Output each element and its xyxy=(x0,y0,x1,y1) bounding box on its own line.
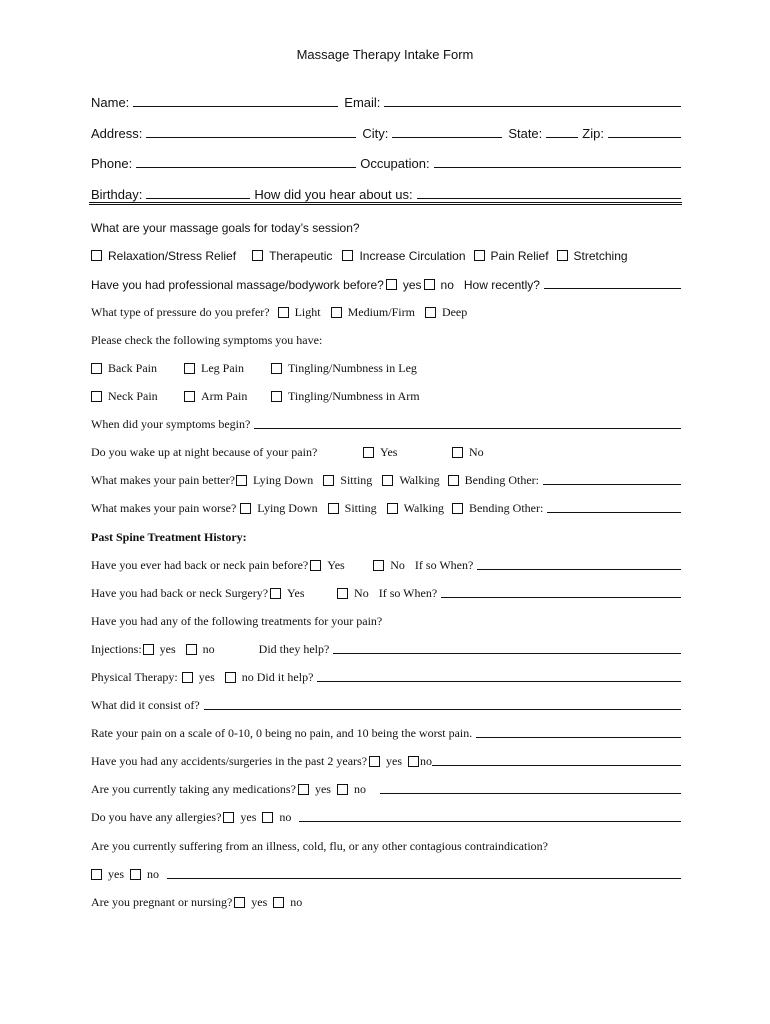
symptom-checkbox[interactable] xyxy=(271,363,282,374)
symptoms-row-2 xyxy=(91,386,681,404)
symptom-label: Back Pain xyxy=(108,361,157,375)
symptom-checkbox[interactable] xyxy=(271,391,282,402)
yes-label: yes xyxy=(386,754,403,768)
backpain-yes-checkbox[interactable] xyxy=(310,560,321,571)
no-label: no Did it help? xyxy=(241,670,314,684)
symptom-label: Neck Pain xyxy=(108,389,158,403)
allergies-field[interactable] xyxy=(299,820,681,822)
goal-label: Relaxation/Stress Relief xyxy=(108,249,237,263)
pt-help-field[interactable] xyxy=(317,680,681,682)
wake-question: Do you wake up at night because of your pain? xyxy=(91,445,318,459)
no-label: no xyxy=(147,867,159,881)
symptom-checkbox[interactable] xyxy=(184,363,195,374)
symptoms-begin-label: When did your symptoms begin? xyxy=(91,417,251,431)
surgery-no-checkbox[interactable] xyxy=(337,588,348,599)
no-label: no xyxy=(279,810,292,824)
yes-label: yes xyxy=(198,670,215,684)
email-label: Email: xyxy=(344,95,381,110)
meds-yes-checkbox[interactable] xyxy=(298,784,309,795)
meds-question: Are you currently taking any medications? xyxy=(91,782,296,796)
professional-row xyxy=(91,274,681,292)
goal-checkbox[interactable] xyxy=(252,250,263,261)
professional-no-checkbox[interactable] xyxy=(424,279,435,290)
better-checkbox[interactable] xyxy=(236,475,247,486)
birthday-label: Birthday: xyxy=(91,187,143,202)
meds-field[interactable] xyxy=(380,792,681,794)
surgery-row xyxy=(91,583,681,601)
yes-label: Yes xyxy=(380,445,398,459)
illness-question-text: Are you currently suffering from an illness, cold, flu, or any other contagious contraindication? xyxy=(91,839,548,853)
when-label: If so When? xyxy=(414,558,474,572)
spine-heading-row xyxy=(91,527,681,545)
city-field[interactable] xyxy=(392,136,502,138)
worse-label: Lying Down xyxy=(257,501,318,515)
backpain-when-field[interactable] xyxy=(477,568,681,570)
surgery-yes-checkbox[interactable] xyxy=(270,588,281,599)
pressure-question: What type of pressure do you prefer? xyxy=(91,305,270,319)
no-label: no xyxy=(202,642,215,656)
yes-label: yes xyxy=(108,867,124,881)
rate-field[interactable] xyxy=(476,736,681,738)
professional-question: Have you had professional massage/bodywork before? xyxy=(91,278,384,292)
symptom-checkbox[interactable] xyxy=(91,363,102,374)
backpain-row xyxy=(91,555,681,573)
yes-label: Yes xyxy=(327,558,345,572)
goals-options xyxy=(91,245,681,263)
name-email-row xyxy=(91,92,681,110)
pressure-checkbox[interactable] xyxy=(278,307,289,318)
wake-no-checkbox[interactable] xyxy=(452,447,463,458)
accidents-question: Have you had any accidents/surgeries in the past 2 years? xyxy=(91,754,368,768)
illness-question xyxy=(91,836,681,854)
page-title: Massage Therapy Intake Form xyxy=(296,47,474,62)
allergies-yes-checkbox[interactable] xyxy=(223,812,234,823)
section-divider xyxy=(89,204,682,205)
accidents-field[interactable] xyxy=(432,764,681,766)
no-label: no xyxy=(440,278,454,292)
yes-label: yes xyxy=(240,810,257,824)
no-label: no xyxy=(353,782,366,796)
yes-label: yes xyxy=(159,642,176,656)
illness-field[interactable] xyxy=(167,877,681,879)
goal-checkbox[interactable] xyxy=(474,250,485,261)
worse-other-field[interactable] xyxy=(547,511,681,513)
allergies-question: Do you have any allergies? xyxy=(91,810,222,824)
injections-row xyxy=(91,639,681,657)
meds-no-checkbox[interactable] xyxy=(337,784,348,795)
pressure-label: Deep xyxy=(441,305,468,319)
recently-field[interactable] xyxy=(544,287,681,289)
symptom-label: Tingling/Numbness in Arm xyxy=(288,389,420,403)
goal-label: Increase Circulation xyxy=(359,249,466,263)
goals-question-text: What are your massage goals for today’s session? xyxy=(91,221,360,235)
better-other-field[interactable] xyxy=(543,483,681,485)
injections-yes-checkbox[interactable] xyxy=(143,644,154,655)
state-label: State: xyxy=(508,126,543,141)
zip-label: Zip: xyxy=(582,126,604,141)
symptom-checkbox[interactable] xyxy=(184,391,195,402)
goals-question xyxy=(91,217,681,235)
goal-checkbox[interactable] xyxy=(557,250,568,261)
goal-checkbox[interactable] xyxy=(91,250,102,261)
pt-no-checkbox[interactable] xyxy=(225,672,236,683)
when-label: If so When? xyxy=(378,586,438,600)
recently-label: How recently? xyxy=(463,278,540,292)
goal-checkbox[interactable] xyxy=(342,250,353,261)
yes-label: Yes xyxy=(287,586,305,600)
pt-row xyxy=(91,667,681,685)
injections-label: Injections: xyxy=(91,642,142,656)
illness-answer-row xyxy=(91,864,681,882)
city-label: City: xyxy=(362,126,389,141)
section-divider xyxy=(89,202,682,203)
pressure-checkbox[interactable] xyxy=(331,307,342,318)
illness-yes-checkbox[interactable] xyxy=(91,869,102,880)
symptoms-question xyxy=(91,330,681,348)
goal-label: Therapeutic xyxy=(269,249,333,263)
pressure-label: Light xyxy=(294,305,321,319)
name-field[interactable] xyxy=(133,105,338,107)
birthday-field[interactable] xyxy=(146,197,250,199)
no-label: No xyxy=(354,586,369,600)
accidents-no-checkbox[interactable] xyxy=(408,756,419,767)
accidents-yes-checkbox[interactable] xyxy=(369,756,380,767)
name-label: Name: xyxy=(91,95,130,110)
address-label: Address: xyxy=(91,126,143,141)
worse-checkbox[interactable] xyxy=(452,503,463,514)
worse-checkbox[interactable] xyxy=(387,503,398,514)
treatments-question-text: Have you had any of the following treatments for your pain? xyxy=(91,614,383,628)
better-row xyxy=(91,470,681,488)
allergies-row xyxy=(91,807,681,825)
yes-label: yes xyxy=(314,782,331,796)
worse-checkbox[interactable] xyxy=(240,503,251,514)
better-label: Sitting xyxy=(340,473,373,487)
phone-row xyxy=(91,153,681,171)
worse-row xyxy=(91,498,681,516)
symptoms-row-1 xyxy=(91,358,681,376)
injections-no-checkbox[interactable] xyxy=(186,644,197,655)
referral-label: How did you hear about us: xyxy=(254,187,413,202)
better-checkbox[interactable] xyxy=(382,475,393,486)
phone-label: Phone: xyxy=(91,156,133,171)
pressure-row xyxy=(91,302,681,320)
address-field[interactable] xyxy=(146,136,356,138)
symptoms-begin-field[interactable] xyxy=(254,427,681,429)
treatments-question xyxy=(91,611,681,629)
worse-label: Bending Other: xyxy=(469,501,544,515)
backpain-question: Have you ever had back or neck pain before? xyxy=(91,558,309,572)
pressure-label: Medium/Firm xyxy=(347,305,415,319)
meds-row xyxy=(91,779,681,797)
worse-label: Sitting xyxy=(344,501,377,515)
no-label: No xyxy=(469,445,484,459)
state-field[interactable] xyxy=(546,136,578,138)
goal-label: Pain Relief xyxy=(490,249,549,263)
zip-field[interactable] xyxy=(608,136,681,138)
address-row xyxy=(91,123,681,141)
professional-yes-checkbox[interactable] xyxy=(386,279,397,290)
yes-label: yes xyxy=(402,278,422,292)
email-field[interactable] xyxy=(384,105,681,107)
allergies-no-checkbox[interactable] xyxy=(262,812,273,823)
illness-no-checkbox[interactable] xyxy=(130,869,141,880)
better-label: Lying Down xyxy=(252,473,314,487)
worse-question: What makes your pain worse? xyxy=(91,501,237,515)
pregnant-row xyxy=(91,892,681,910)
backpain-no-checkbox[interactable] xyxy=(373,560,384,571)
no-label: no xyxy=(420,754,433,768)
symptom-label: Arm Pain xyxy=(201,389,248,403)
pregnant-yes-checkbox[interactable] xyxy=(234,897,245,908)
symptoms-question-text: Please check the following symptoms you have: xyxy=(91,333,323,347)
injections-help-field[interactable] xyxy=(333,652,681,654)
better-question: What makes your pain better? xyxy=(91,473,235,487)
rate-row xyxy=(91,723,681,741)
accidents-row xyxy=(91,751,681,769)
symptom-label: Tingling/Numbness in Leg xyxy=(288,361,417,375)
section-heading: Past Spine Treatment History: xyxy=(91,530,247,544)
symptom-label: Leg Pain xyxy=(201,361,244,375)
surgery-when-field[interactable] xyxy=(441,596,681,598)
yes-label: yes xyxy=(251,895,268,909)
pt-yes-checkbox[interactable] xyxy=(182,672,193,683)
no-label: No xyxy=(390,558,405,572)
symptom-checkbox[interactable] xyxy=(91,391,102,402)
better-checkbox[interactable] xyxy=(323,475,334,486)
pregnant-question: Are you pregnant or nursing? xyxy=(91,895,233,909)
help-label: Did they help? xyxy=(258,642,330,656)
worse-checkbox[interactable] xyxy=(328,503,339,514)
no-label: no xyxy=(290,895,303,909)
worse-label: Walking xyxy=(403,501,445,515)
symptoms-begin-row xyxy=(91,414,681,432)
consist-label: What did it consist of? xyxy=(91,698,200,712)
pregnant-no-checkbox[interactable] xyxy=(273,897,284,908)
rate-label: Rate your pain on a scale of 0-10, 0 being no pain, and 10 being the worst pain. xyxy=(91,726,473,740)
consist-row xyxy=(91,695,681,713)
pressure-checkbox[interactable] xyxy=(425,307,436,318)
birthday-row xyxy=(91,184,681,202)
wake-yes-checkbox[interactable] xyxy=(363,447,374,458)
better-label: Bending Other: xyxy=(464,473,539,487)
pt-label: Physical Therapy: xyxy=(91,670,178,684)
phone-field[interactable] xyxy=(136,166,356,168)
surgery-question: Have you had back or neck Surgery? xyxy=(91,586,269,600)
better-checkbox[interactable] xyxy=(448,475,459,486)
goal-label: Stretching xyxy=(573,249,628,263)
wake-row xyxy=(91,442,681,460)
consist-field[interactable] xyxy=(204,708,681,710)
occupation-field[interactable] xyxy=(434,166,681,168)
referral-field[interactable] xyxy=(417,197,681,199)
better-label: Walking xyxy=(399,473,440,487)
occupation-label: Occupation: xyxy=(360,156,430,171)
